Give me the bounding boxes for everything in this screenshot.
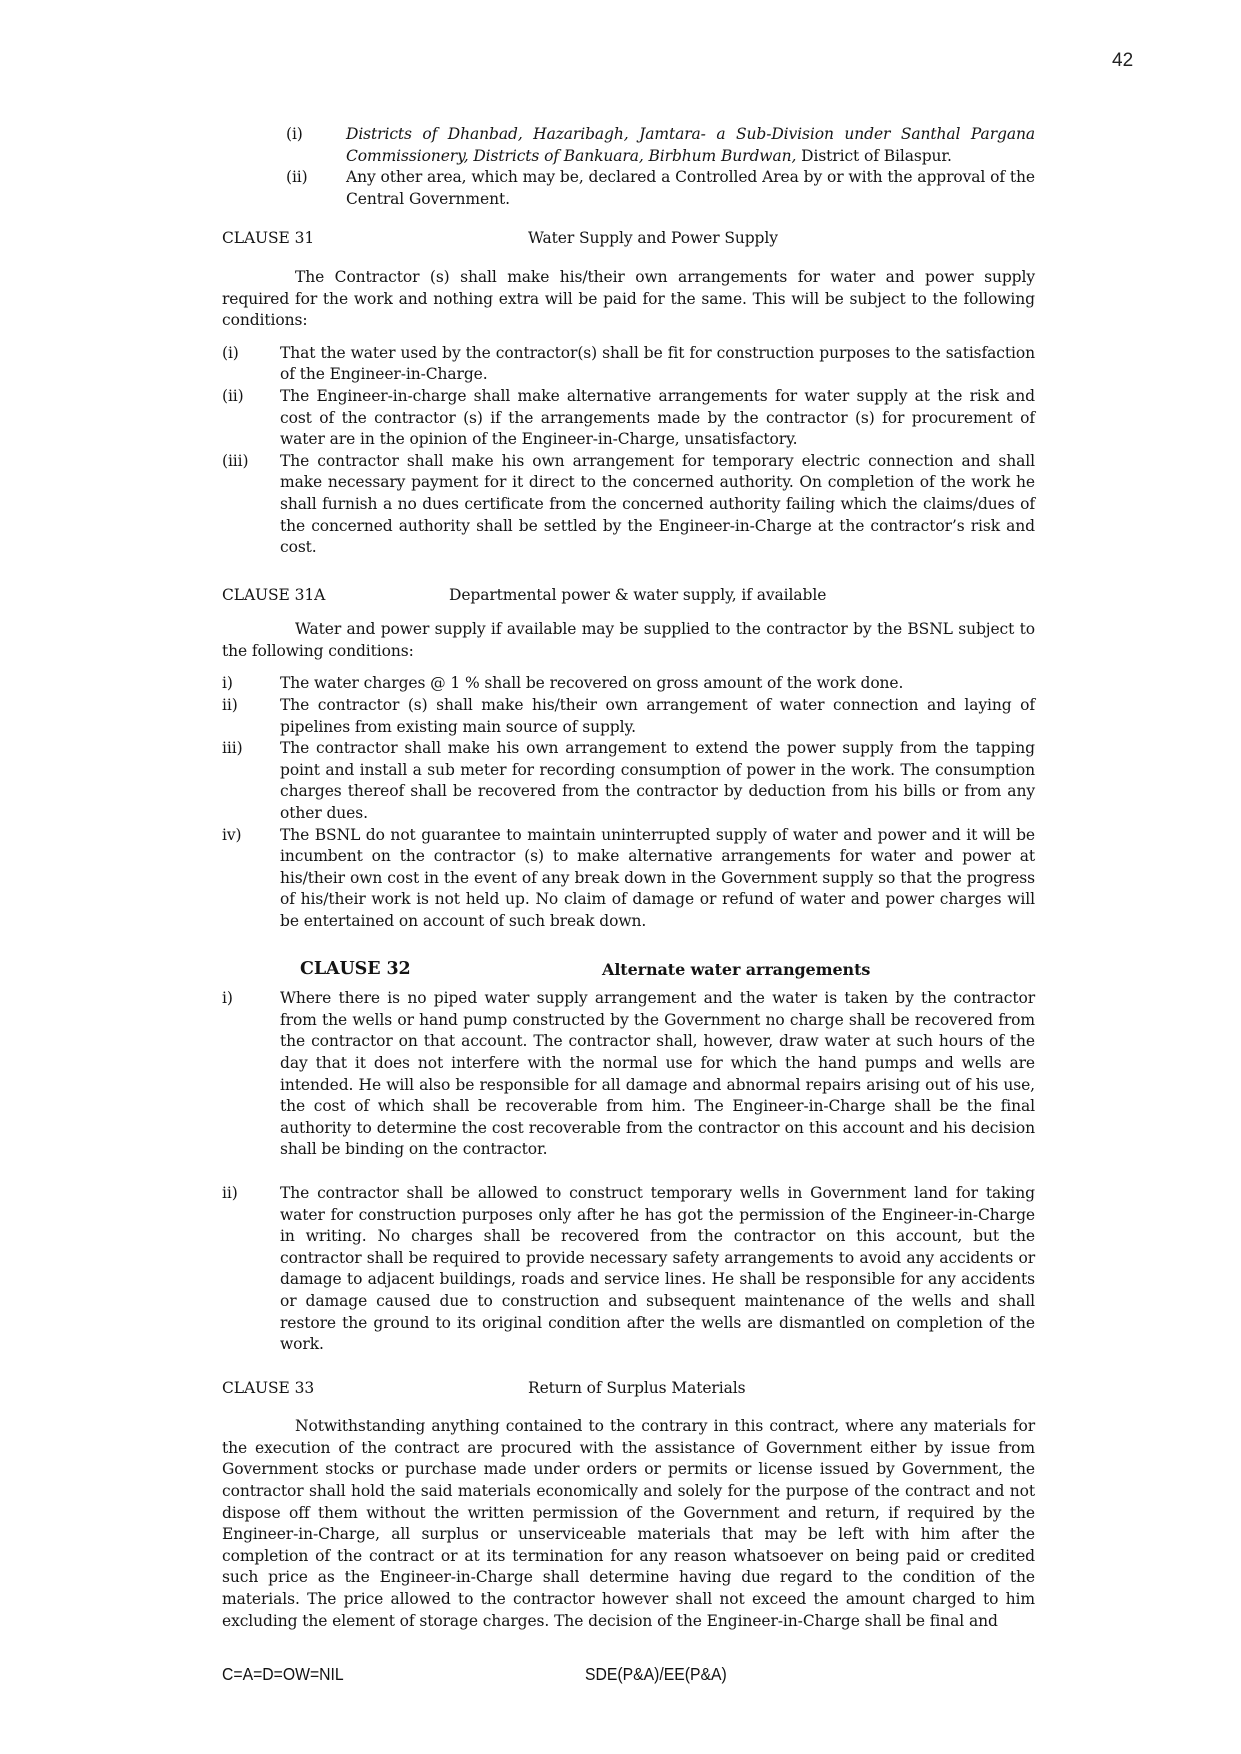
condition-text: The contractor shall make his own arrangement to extend the power supply from the tapping point and install a sub meter for recording consumption of power in the work. The consumption charges thereof shall be recovered from the contractor by deduction from his bills or from any other dues. bbox=[280, 739, 1035, 823]
clause-32-title: Alternate water arrangements bbox=[602, 959, 871, 979]
condition-text: The BSNL do not guarantee to maintain uninterrupted supply of water and power and it will be incumbent on the contractor (s) to make alternative arrangements for water and power at his/their own cost in the event of any break down in the Government supply so that the progress of his/their work is not held up. No claim of damage or refund of water and power charges will be entertained on account of such break down. bbox=[280, 825, 1035, 930]
condition-text: Where there is no piped water supply arrangement and the water is taken by the contractor from the wells or hand pump constructed by the Government no charge shall be recovered from the contractor on that account. The contractor shall, however, draw water at such hours of the day that it does not interfere with the normal use for which the hand pumps and wells are intended. He will also be responsible for all damage and abnormal repairs arising out of his use, the cost of which shall be recoverable from him. The Engineer-in-Charge shall be the final authority to determine the cost recoverable from the contractor on this account and his decision shall be binding on the contractor. bbox=[280, 989, 1035, 1159]
district-list-regular-text: District of Bilaspur. bbox=[796, 146, 952, 165]
condition-item bbox=[222, 825, 1035, 933]
condition-item bbox=[222, 1183, 1035, 1356]
condition-marker: (iii) bbox=[222, 451, 249, 470]
condition-marker: i) bbox=[222, 674, 233, 693]
condition-marker: (i) bbox=[222, 343, 239, 362]
clause-31a-intro-paragraph: Water and power supply if available may be supplied to the contractor by the BSNL subject to the following conditions: bbox=[222, 620, 1035, 660]
condition-item bbox=[222, 695, 1035, 738]
condition-text: The contractor shall make his own arrangement for temporary electric connection and shall make necessary payment for it direct to the concerned authority. On completion of the work he shall furnish a no dues certificate from the concerned authority failing which the claims/dues of the concerned authority shall be settled by the Engineer-in-Charge at the contractor’s risk and cost. bbox=[280, 451, 1035, 557]
list-text bbox=[346, 124, 1035, 167]
clause-31a-label: CLAUSE 31A bbox=[222, 585, 326, 604]
list-item bbox=[222, 124, 1035, 167]
clause-31a-conditions bbox=[222, 673, 1035, 932]
clause-31-conditions bbox=[222, 343, 1035, 559]
condition-item bbox=[222, 386, 1035, 451]
clause-31a-title: Departmental power & water supply, if available bbox=[449, 585, 827, 604]
condition-marker: iv) bbox=[222, 825, 242, 844]
clause-31-intro-paragraph: The Contractor (s) shall make his/their own arrangements for water and power supply required for the work and nothing extra will be paid for the same. This will be subject to the following conditions: bbox=[222, 267, 1035, 330]
condition-item bbox=[222, 988, 1035, 1161]
condition-item bbox=[222, 343, 1035, 386]
clause-33-label: CLAUSE 33 bbox=[222, 1378, 315, 1397]
condition-item bbox=[222, 673, 1035, 695]
condition-marker: ii) bbox=[222, 1183, 238, 1202]
condition-marker: iii) bbox=[222, 739, 243, 758]
page-content bbox=[222, 0, 1035, 1632]
condition-text: The Engineer-in-charge shall make alternative arrangements for water supply at the risk and cost of the contractor (s) if the arrangements made by the contractor (s) for procurement of water are in the opinion of the Engineer-in-Charge, unsatisfactory. bbox=[280, 386, 1035, 449]
condition-marker: i) bbox=[222, 989, 233, 1008]
list-marker: (i) bbox=[286, 125, 303, 143]
condition-text: The contractor (s) shall make his/their own arrangement of water connection and laying of pipelines from existing main source of supply. bbox=[280, 696, 1035, 736]
clause-32-conditions bbox=[222, 988, 1035, 1356]
footer-code: C=A=D=OW=NIL bbox=[222, 1664, 344, 1684]
page-number: 42 bbox=[1112, 50, 1134, 71]
clause-33-paragraph: Notwithstanding anything contained to the contrary in this contract, where any materials for the execution of the contract are procured with the assistance of Government either by issue from Government stocks or purchase made under orders or permits or license issued by Government, the contractor shall hold the said materials economically and solely for the purpose of the contract and not dispose off them without the written permission of the Government and return, if required by the Engineer-in-Charge, all surplus or unserviceable materials that may be left with him after the completion of the contract or at its termination for any reason whatsoever on being paid or credited such price as the Engineer-in-Charge shall determine having due regard to the condition of the materials. The price allowed to the contractor however shall not exceed the amount charged to him excluding the element of storage charges. The decision of the Engineer-in-Charge shall be final and bbox=[222, 1417, 1035, 1630]
condition-text: The water charges @ 1 % shall be recovered on gross amount of the work done. bbox=[280, 674, 904, 693]
clause-33-title: Return of Surplus Materials bbox=[528, 1378, 746, 1397]
clause-31-heading bbox=[222, 228, 1035, 250]
condition-marker: ii) bbox=[222, 696, 238, 715]
condition-item bbox=[222, 738, 1035, 824]
district-list bbox=[222, 124, 1035, 210]
condition-text: The contractor shall be allowed to construct temporary wells in Government land for taking water for construction purposes only after he has got the permission of the Engineer-in-Charge in writing. No charges shall be recovered from the contractor on this account, but the contractor shall be required to provide necessary safety arrangements to avoid any accidents or damage to adjacent buildings, roads and service lines. He shall be responsible for any accidents or damage caused due to construction and subsequent maintenance of the wells and shall restore the ground to its original condition after the wells are dismantled on completion of the work. bbox=[280, 1183, 1035, 1354]
list-item bbox=[222, 167, 1035, 210]
district-list-italic-text: Districts of Dhanbad, Hazaribagh, Jamtara- a Sub-Division under Santhal Pargana Commissionery, Districts of Bankuara, Birbhum Burdwan, bbox=[346, 125, 1035, 165]
clause-32-heading bbox=[222, 959, 1035, 981]
clause-32-label: CLAUSE 32 bbox=[300, 958, 411, 979]
footer-signatory: SDE(P&A)/EE(P&A) bbox=[585, 1664, 727, 1684]
clause-31-label: CLAUSE 31 bbox=[222, 229, 315, 248]
clause-31a-heading bbox=[222, 585, 1035, 607]
list-marker: (ii) bbox=[286, 168, 308, 187]
condition-text: That the water used by the contractor(s) shall be fit for construction purposes to the satisfaction of the Engineer-in-Charge. bbox=[280, 343, 1035, 384]
condition-marker: (ii) bbox=[222, 386, 244, 405]
condition-item bbox=[222, 451, 1035, 559]
list-text: Any other area, which may be, declared a Controlled Area by or with the approval of the Central Government. bbox=[346, 168, 1035, 208]
clause-33-heading bbox=[222, 1378, 1035, 1400]
clause-31-title: Water Supply and Power Supply bbox=[528, 229, 778, 248]
